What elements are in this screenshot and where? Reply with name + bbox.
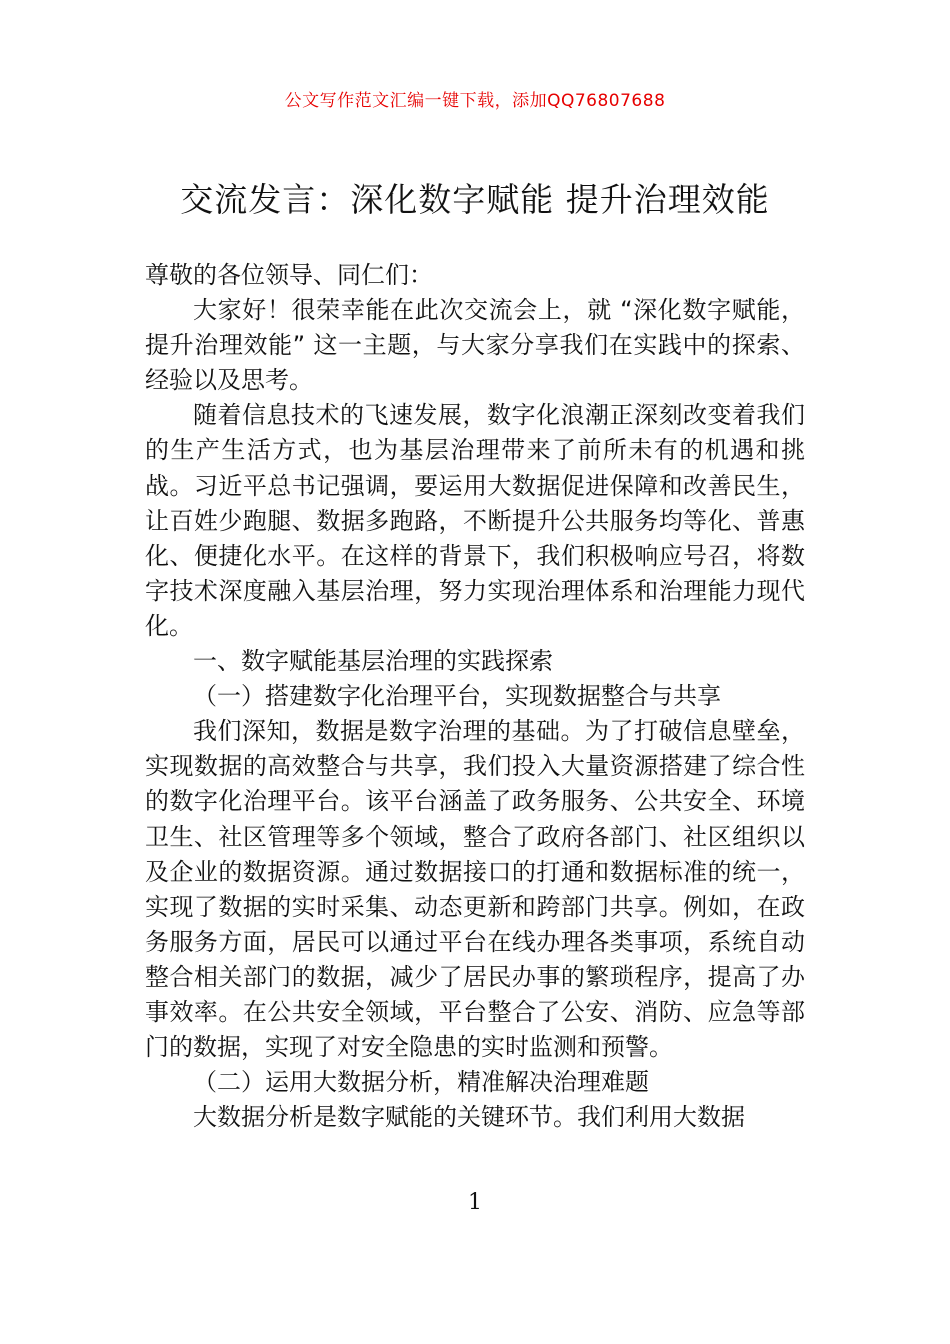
paragraph-intro: 大家好！很荣幸能在此次交流会上，就 “深化数字赋能，提升治理效能” 这一主题，与大家分享我们在实践中的探索、经验以及思考。 xyxy=(145,296,805,395)
document-title: 交流发言：深化数字赋能 提升治理效能 xyxy=(180,180,770,219)
subsection-heading-2: （二）运用大数据分析，精准解决治理难题 xyxy=(193,1068,649,1097)
download-banner: 公文写作范文汇编一键下载，添加QQ76807688 xyxy=(284,91,666,111)
paragraph-bigdata: 大数据分析是数字赋能的关键环节。我们利用大数据 xyxy=(193,1103,745,1132)
section-heading-1: 一、数字赋能基层治理的实践探索 xyxy=(193,647,553,676)
subsection-heading-1: （一）搭建数字化治理平台，实现数据整合与共享 xyxy=(193,682,721,711)
document-body xyxy=(145,258,805,1135)
paragraph-background: 随着信息技术的飞速发展，数字化浪潮正深刻改变着我们的生产生活方式，也为基层治理带来了前所未有的机遇和挑战。习近平总书记强调，要运用大数据促进保障和改善民生，让百姓少跑腿、数据多跑路，不断提升公共服务均等化、普惠化、便捷化水平。在这样的背景下，我们积极响应号召，将数字技术深度融入基层治理，努力实现治理体系和治理能力现代化。 xyxy=(145,401,805,640)
paragraph-platform: 我们深知，数据是数字治理的基础。为了打破信息壁垒，实现数据的高效整合与共享，我们投入大量资源搭建了综合性的数字化治理平台。该平台涵盖了政务服务、公共安全、环境卫生、社区管理等多个领域，整合了政府各部门、社区组织以及企业的数据资源。通过数据接口的打通和数据标准的统一，实现了数据的实时采集、动态更新和跨部门共享。例如，在政务服务方面，居民可以通过平台在线办理各类事项，系统自动整合相关部门的数据，减少了居民办事的繁琐程序，提高了办事效率。在公共安全领域，平台整合了公安、消防、应急等部门的数据，实现了对安全隐患的实时监测和预警。 xyxy=(145,717,805,1062)
page-number: 1 xyxy=(468,1190,482,1215)
salutation: 尊敬的各位领导、同仁们： xyxy=(145,261,433,289)
